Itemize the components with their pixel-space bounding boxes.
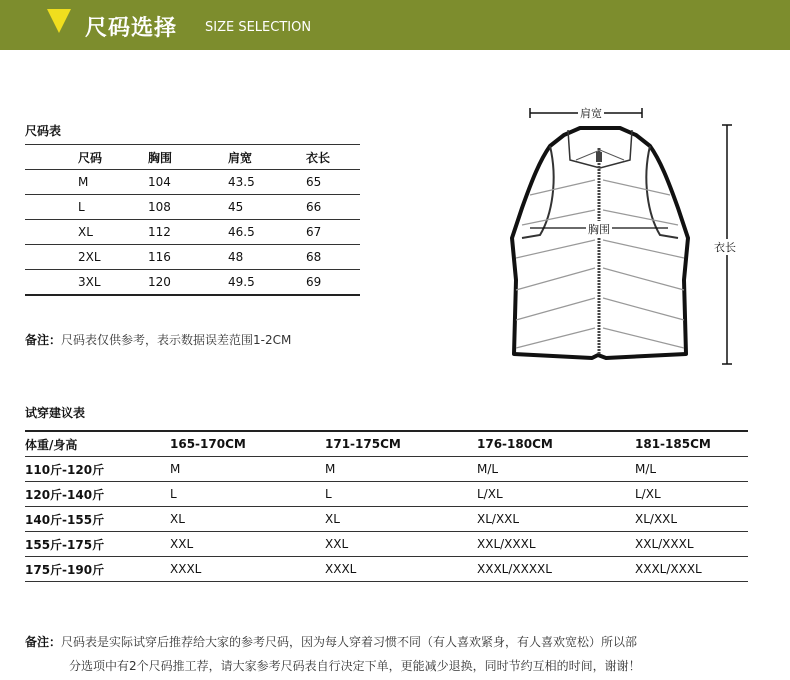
table-cell: 175斤-190斤 (25, 557, 170, 582)
table-cell: 104 (148, 170, 228, 195)
table-cell: M (25, 170, 148, 195)
table-cell: M (325, 457, 477, 482)
table-cell: 3XL (25, 270, 148, 296)
note-line-1: 尺码表是实际试穿后推荐给大家的参考尺码，因为每人穿着习惯不同（有人喜欢紧身，有人喜欢宽松）所以部 (61, 635, 638, 649)
table-cell: 67 (306, 220, 360, 245)
vest-diagram (500, 100, 790, 370)
table-row (25, 507, 748, 532)
note-line-2: 分选项中有2个尺码推工荐，请大家参考尺码表自行决定下单，更能减少退换，同时节约互相的时间，谢谢！ (69, 659, 641, 673)
note-label: 备注： (25, 635, 62, 649)
table-cell: 120斤-140斤 (25, 482, 170, 507)
note-text: 尺码表仅供参考，表示数据误差范围1-2CM (61, 333, 292, 347)
table-cell: 120 (148, 270, 228, 296)
table-cell: XXL/XXXL (635, 532, 748, 557)
table-cell: XL (170, 507, 325, 532)
table-row (25, 557, 748, 582)
size-chart-title: 尺码表 (25, 124, 62, 138)
table-cell: L/XL (477, 482, 635, 507)
table-cell: 69 (306, 270, 360, 296)
chest-label: 胸围 (588, 223, 610, 236)
table-cell: M/L (477, 457, 635, 482)
table-cell: XL/XXL (477, 507, 635, 532)
table-row (25, 195, 360, 220)
table-row (25, 170, 360, 195)
table-cell: 43.5 (228, 170, 306, 195)
table-cell: 65 (306, 170, 360, 195)
header-cell: 肩宽 (228, 145, 306, 170)
table-row (25, 245, 360, 270)
table-row (25, 482, 748, 507)
header-cell: 181-185CM (635, 431, 748, 457)
header-cell: 176-180CM (477, 431, 635, 457)
table-row (25, 270, 360, 296)
table-cell: L (325, 482, 477, 507)
size-chart-note (25, 331, 291, 348)
note-label: 备注： (25, 333, 62, 347)
table-cell: XXL (325, 532, 477, 557)
vest-illustration (500, 100, 790, 370)
table-cell: 116 (148, 245, 228, 270)
fit-chart-table (25, 430, 748, 582)
table-cell: 46.5 (228, 220, 306, 245)
table-cell: 108 (148, 195, 228, 220)
table-cell: XXXL (170, 557, 325, 582)
table-cell: XXL/XXXL (477, 532, 635, 557)
header-cell: 体重/身高 (25, 431, 170, 457)
banner-title-en: SIZE SELECTION (205, 20, 312, 35)
table-cell: 66 (306, 195, 360, 220)
table-cell: XL (25, 220, 148, 245)
header-cell: 165-170CM (170, 431, 325, 457)
table-header-row (25, 431, 748, 457)
table-cell: 2XL (25, 245, 148, 270)
shoulder-label: 肩宽 (580, 107, 602, 120)
table-cell: 68 (306, 245, 360, 270)
table-cell: 155斤-175斤 (25, 532, 170, 557)
table-cell: XXXL (325, 557, 477, 582)
header-cell: 尺码 (25, 145, 148, 170)
triangle-icon (47, 9, 71, 33)
header-cell: 衣长 (306, 145, 360, 170)
table-cell: 110斤-120斤 (25, 457, 170, 482)
length-label: 衣长 (714, 241, 736, 254)
table-cell: 112 (148, 220, 228, 245)
bottom-note (25, 630, 770, 678)
table-cell: 48 (228, 245, 306, 270)
table-cell: 45 (228, 195, 306, 220)
size-chart-table (25, 144, 360, 296)
table-cell: 140斤-155斤 (25, 507, 170, 532)
banner-title-cn: 尺码选择 (85, 16, 178, 41)
table-cell: L (170, 482, 325, 507)
table-cell: L (25, 195, 148, 220)
table-cell: M/L (635, 457, 748, 482)
table-row (25, 457, 748, 482)
table-cell: XXL (170, 532, 325, 557)
table-cell: L/XL (635, 482, 748, 507)
table-cell: XXXL/XXXL (635, 557, 748, 582)
fit-chart-title: 试穿建议表 (25, 406, 86, 420)
table-cell: M (170, 457, 325, 482)
table-cell: XL/XXL (635, 507, 748, 532)
table-row (25, 532, 748, 557)
table-row (25, 220, 360, 245)
table-cell: XL (325, 507, 477, 532)
table-cell: XXXL/XXXXL (477, 557, 635, 582)
table-cell: 49.5 (228, 270, 306, 296)
table-header-row (25, 145, 360, 170)
header-cell: 171-175CM (325, 431, 477, 457)
header-cell: 胸围 (148, 145, 228, 170)
header-banner (0, 0, 790, 50)
